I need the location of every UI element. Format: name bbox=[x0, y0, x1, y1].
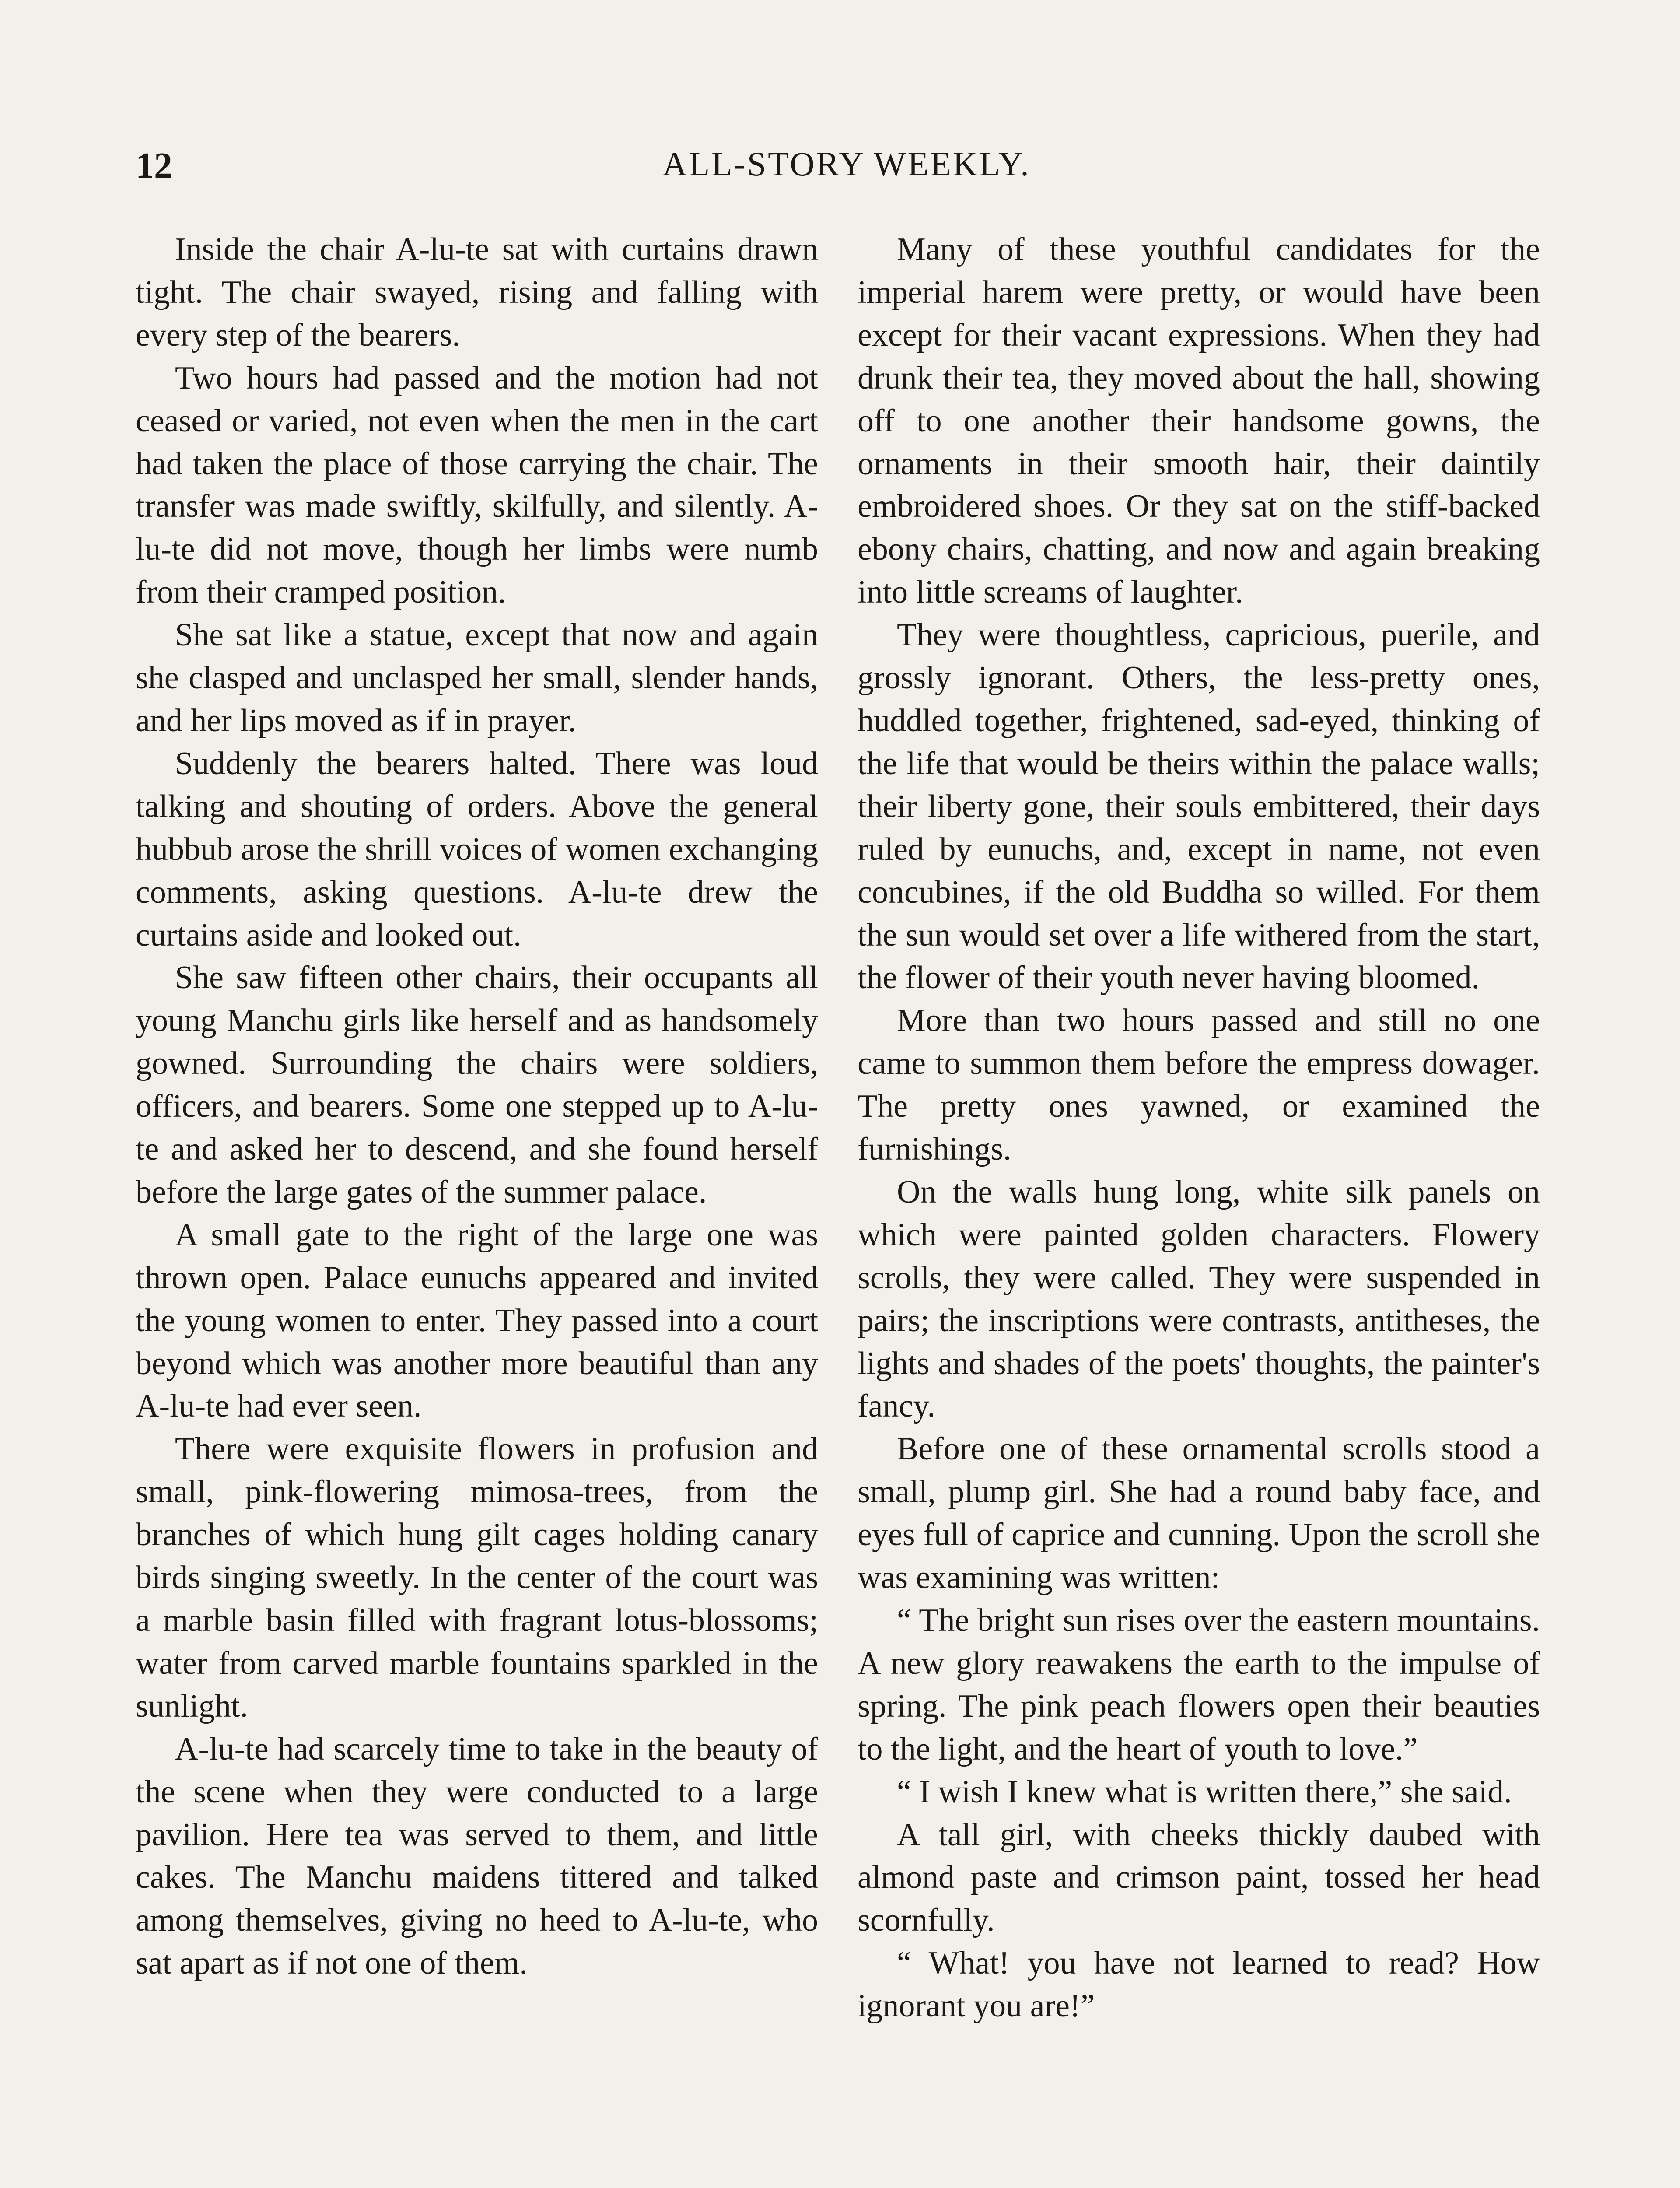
paragraph: She saw fifteen other chairs, their occupants all young Manchu girls like herself and as handsomely gowned. Surrounding the chairs were soldiers, officers, and bearers. Some one stepped up to A-lu-te and asked her to descend, and she found herself before the large gates of the summer palace. bbox=[136, 960, 818, 1210]
paragraph: She sat like a statue, except that now and again she clasped and unclasped her small, slender hands, and her lips moved as if in prayer. bbox=[136, 617, 818, 739]
paragraph: There were exquisite flowers in profusion and small, pink-flowering mimosa-trees, from the branches of which hung gilt cages holding canary birds singing sweetly. In the center of the court was a marble basin filled with fragrant lotus-blossoms; water from carved marble fountains sparkled in the sunlight. bbox=[136, 1431, 818, 1724]
paragraph: “ The bright sun rises over the eastern mountains. A new glory reawakens the earth to the impulse of spring. The pink peach flowers open their beauties to the light, and the heart of youth to love.” bbox=[858, 1602, 1540, 1767]
paragraph: Two hours had passed and the motion had not ceased or varied, not even when the men in the cart had taken the place of those carrying the chair. The transfer was made swiftly, skilfully, and silently. A-lu-te did not move, though her limbs were numb from their cramped position. bbox=[136, 360, 818, 610]
paragraph: On the walls hung long, white silk panels on which were painted golden characters. Flowery scrolls, they were called. They were suspended in pairs; the inscriptions were contrasts, antitheses, the lights and shades of the poets' thoughts, the painter's fancy. bbox=[858, 1174, 1540, 1424]
right-column bbox=[858, 228, 1540, 2028]
paragraph: “ What! you have not learned to read? How ignorant you are!” bbox=[858, 1945, 1540, 2024]
page-header bbox=[136, 144, 1558, 197]
paragraph: “ I wish I knew what is written there,” she said. bbox=[897, 1774, 1512, 1810]
left-column bbox=[136, 228, 818, 1985]
paragraph: Before one of these ornamental scrolls stood a small, plump girl. She had a round baby face, and eyes full of caprice and cunning. Upon the scroll she was examining was written: bbox=[858, 1431, 1540, 1596]
paragraph: Many of these youthful candidates for the imperial harem were pretty, or would have been except for their vacant expressions. When they had drunk their tea, they moved about the hall, showing off to one another their handsome gowns, the ornaments in their smooth hair, their daintily embroidered shoes. Or they sat on the stiff-backed ebony chairs, chatting, and now and again breaking into little screams of laughter. bbox=[858, 231, 1540, 610]
paragraph: A small gate to the right of the large one was thrown open. Palace eunuchs appeared and invited the young women to enter. They passed into a court beyond which was another more beautiful than any A-lu-te had ever seen. bbox=[136, 1217, 818, 1424]
paragraph: More than two hours passed and still no one came to summon them before the empress dowager. The pretty ones yawned, or examined the furnishings. bbox=[858, 1003, 1540, 1168]
paragraph: A-lu-te had scarcely time to take in the beauty of the scene when they were conducted to a large pavilion. Here tea was served to them, and little cakes. The Manchu maidens tittered and talked among themselves, giving no heed to A-lu-te, who sat apart as if not one of them. bbox=[136, 1731, 818, 1981]
paragraph: A tall girl, with cheeks thickly daubed with almond paste and crimson paint, tossed her head scornfully. bbox=[858, 1816, 1540, 1939]
paragraph: They were thoughtless, capricious, puerile, and grossly ignorant. Others, the less-pretty ones, huddled together, frightened, sad-eyed, thinking of the life that would be theirs within the palace walls; their liberty gone, their souls embittered, their days ruled by eunuchs, and, except in name, not even concubines, if the old Buddha so willed. For them the sun would set over a life withered from the start, the flower of their youth never having bloomed. bbox=[858, 617, 1540, 996]
page-number: 12 bbox=[136, 145, 172, 186]
running-head: ALL-STORY WEEKLY. bbox=[662, 145, 1031, 183]
paragraph: Inside the chair A-lu-te sat with curtains drawn tight. The chair swayed, rising and falling with every step of the bearers. bbox=[136, 231, 818, 353]
paragraph: Suddenly the bearers halted. There was loud talking and shouting of orders. Above the general hubbub arose the shrill voices of women exchanging comments, asking questions. A-lu-te drew the curtains aside and looked out. bbox=[136, 745, 818, 953]
